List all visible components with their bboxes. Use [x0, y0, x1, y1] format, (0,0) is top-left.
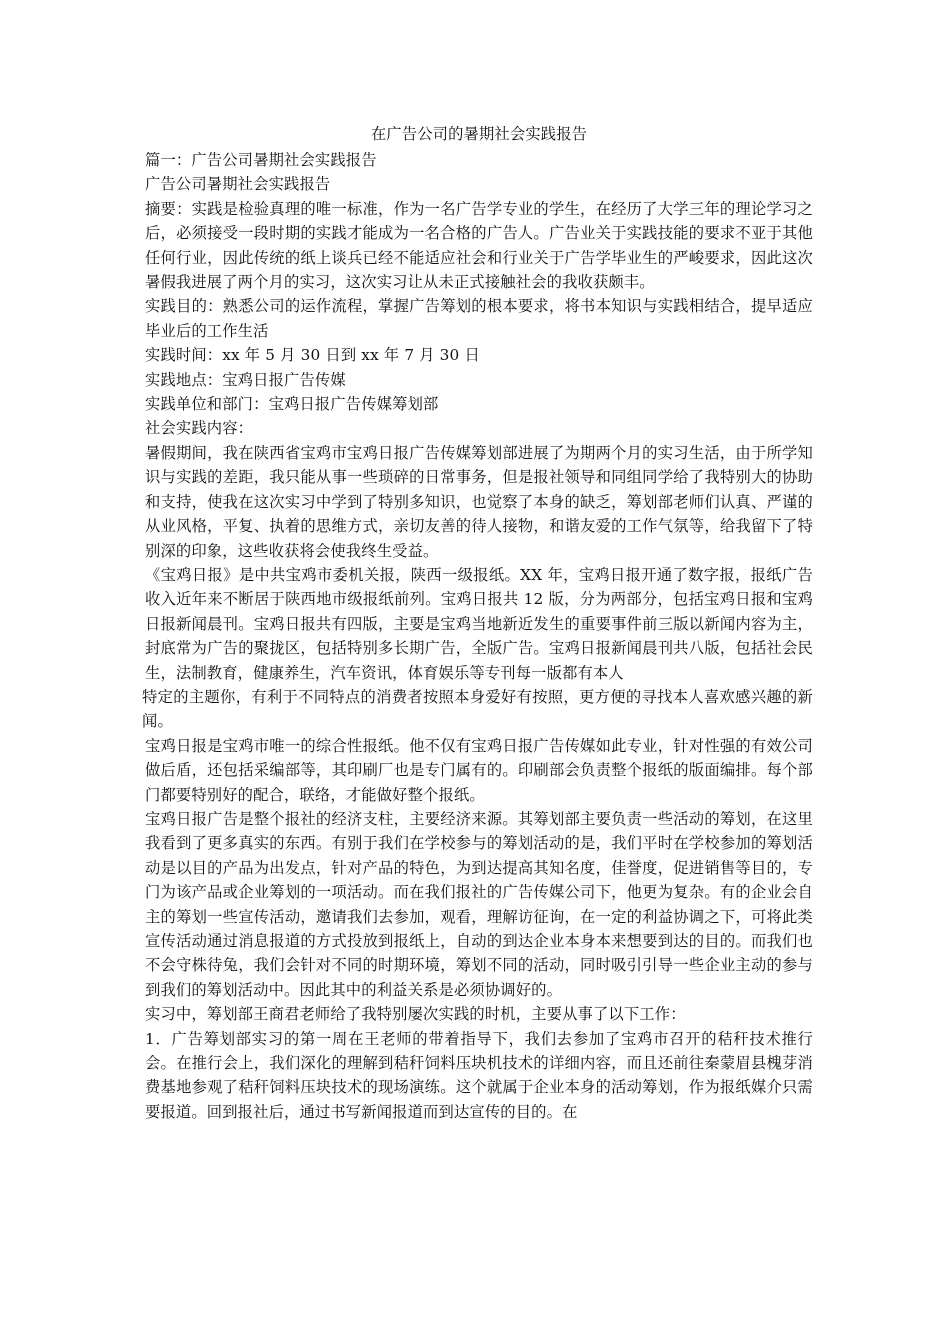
- paragraph-subtitle: 广告公司暑期社会实践报告: [145, 175, 331, 194]
- paragraph-abstract: 摘要：实践是检验真理的唯一标准，作为一名广告学专业的学生，在经历了大学三年的理论学习之后，必须接受一段时期的实践才能成为一名合格的广告人。广告业关于实践技能的要求不亚于其他任何行业，因此传统的纸上谈兵已经不能适应社会和行业关于广告学毕业生的严峻要求，因此这次暑假我进展了两个月的实习，这次实习让从未正式接触社会的我收获颇丰。: [145, 199, 813, 292]
- paragraph-newspaper-intro: 《宝鸡日报》是中共宝鸡市委机关报，陕西一级报纸。XX 年，宝鸡日报开通了数字报，报纸广告收入近年来不断居于陕西地市级报纸前列。宝鸡日报共 12 版，分为两部分，包括宝鸡日报和宝鸡日报新闻晨刊。宝鸡日报共有四版，主要是宝鸡当地新近发生的重要事件前三版以新闻内容为主，封底常为广告的聚拢区，包括特别多长期广告，全版广告。宝鸡日报新闻晨刊共八版，包括社会民生，法制教育，健康养生，汽车资讯，体育娱乐等专刊每一版都有本人: [145, 565, 813, 682]
- paragraph-location: 实践地点：宝鸡日报广告传媒: [145, 370, 346, 389]
- paragraph-time: 实践时间：xx 年 5 月 30 日到 xx 年 7 月 30 日: [145, 346, 480, 365]
- paragraph-internship: 实习中，筹划部王商君老师给了我特别屡次实践的时机，主要从事了以下工作：: [145, 1005, 686, 1024]
- paragraph-unit: 实践单位和部门：宝鸡日报广告传媒筹划部: [145, 395, 439, 414]
- paragraph-purpose: 实践目的：熟悉公司的运作流程，掌握广告筹划的根本要求，将书本知识与实践相结合，提早适应毕业后的工作生活: [145, 297, 813, 340]
- paragraph-content-heading: 社会实践内容：: [145, 419, 254, 438]
- paragraph-section-heading: 篇一：广告公司暑期社会实践报告: [145, 151, 377, 169]
- paragraph-newspaper-continued: 特定的主题你，有利于不同特点的消费者按照本身爱好有按照，更方便的寻找本人喜欢感兴趣的新闻。: [142, 687, 813, 731]
- paragraph-summer: 暑假期间，我在陕西省宝鸡市宝鸡日报广告传媒筹划部进展了为期两个月的实习生活，由于所学知识与实践的差距，我只能从事一些琐碎的日常事务，但是报社领导和同组同学给了我特别大的协助和支持，使我在这次实习中学到了特别多知识，也觉察了本身的缺乏，筹划部老师们认真、严谨的从业风格，平复、执着的思维方式，亲切友善的待人接物，和谐友爱的工作气氛等，给我留下了特别深的印象，这些收获将会使我终生受益。: [145, 443, 813, 560]
- document-page: [142, 120, 813, 1124]
- paragraph-advertising: 宝鸡日报广告是整个报社的经济支柱，主要经济来源。其筹划部主要负责一些活动的筹划，在这里我看到了更多真实的东西。有别于我们在学校参与的筹划活动的是，我们平时在学校参加的筹划活动是以目的产品为出发点，针对产品的特色，为到达提高其知名度，佳誉度，促进销售等目的，专门为该产品或企业筹划的一项活动。而在我们报社的广告传媒公司下，他更为复杂。有的企业会自主的筹划一些宣传活动，邀请我们去参加，观看，理解访征询，在一定的利益协调之下，可将此类宣传活动通过消息报道的方式投放到报纸上，自动的到达企业本身本来想要到达的目的。而我们也不会守株待兔，我们会针对不同的时期环境，筹划不同的活动，同时吸引引导一些企业主动的参与到我们的筹划活动中。因此其中的利益关系是必须协调好的。: [145, 809, 813, 999]
- paragraph-item-1: 1．广告筹划部实习的第一周在王老师的带着指导下，我们去参加了宝鸡市召开的秸秆技术推行会。在推行会上，我们深化的理解到秸秆饲料压块机技术的详细内容，而且还前往秦蒙眉县槐芽消费基地参观了秸秆饲料压块技术的现场演练。这个就属于企业本身的活动筹划，作为报纸媒介只需要报道。回到报社后，通过书写新闻报道而到达宣传的目的。在: [145, 1029, 813, 1121]
- paragraph-comprehensive: 宝鸡日报是宝鸡市唯一的综合性报纸。他不仅有宝鸡日报广告传媒如此专业，针对性强的有效公司做后盾，还包括采编部等，其印刷厂也是专门属有的。印刷部会负责整个报纸的版面编排。每个部门都要特别好的配合，联络，才能做好整个报纸。: [145, 736, 813, 804]
- document-title: 在广告公司的暑期社会实践报告: [370, 125, 588, 143]
